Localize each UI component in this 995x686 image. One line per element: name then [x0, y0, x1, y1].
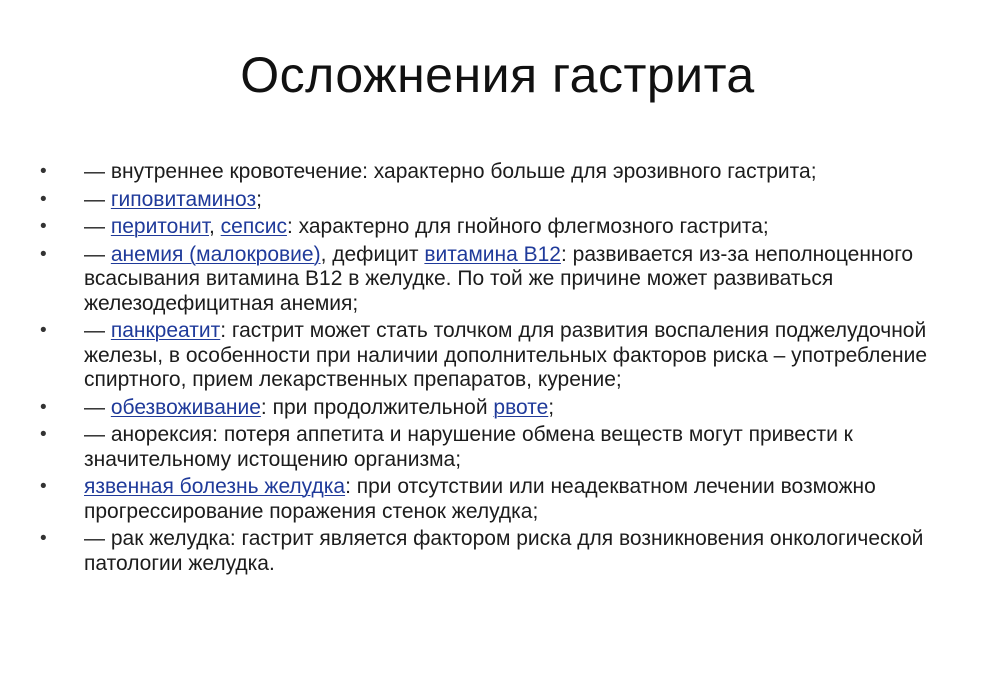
link-vitamin-b12[interactable]: витамина В12	[424, 242, 561, 266]
item-text: — рак желудка: гастрит является фактором риска для возникновения онкологической патологии желудка.	[84, 527, 924, 575]
bullet-icon: •	[40, 161, 47, 182]
item-text: , дефицит	[320, 242, 425, 266]
slide-title: Осложнения гастрита	[240, 47, 755, 103]
item-text: —	[84, 395, 111, 419]
bullet-icon: •	[40, 320, 47, 341]
item-text: ;	[548, 395, 555, 419]
list-item-ulcer	[38, 475, 958, 524]
item-text: ;	[256, 187, 262, 211]
bullet-icon: •	[40, 528, 47, 549]
item-text: —	[84, 242, 111, 266]
list-item-peritonitis-sepsis	[38, 215, 958, 240]
item-text: : при отсутствии или неадекватном лечении возможно прогрессирование поражения стенок желудка;	[84, 475, 876, 523]
list-item-bleeding	[38, 160, 958, 185]
link-peritonitis[interactable]: перитонит	[110, 215, 209, 238]
item-text: —	[84, 215, 111, 238]
list-item-cancer	[38, 527, 958, 576]
item-text: : характерно для гнойного флегмозного гастрита;	[286, 215, 769, 238]
link-vomiting[interactable]: рвоте	[493, 395, 549, 419]
bullet-icon: •	[40, 424, 47, 445]
list-item-anorexia	[38, 423, 958, 472]
item-text: : при продолжительной	[260, 395, 494, 419]
item-text: —	[84, 319, 111, 342]
list-item-hypovitaminosis	[38, 188, 958, 213]
item-text: — внутреннее кровотечение: характерно больше для эрозивного гастрита;	[84, 160, 817, 183]
item-text: ,	[208, 215, 221, 238]
list-item-anemia	[38, 243, 958, 317]
bullet-icon: •	[40, 396, 47, 418]
item-text: : развивается из-за неполноценного всасывания витамина В12 в желудке. По той же причине может развиваться железодефицитная анемия;	[84, 242, 914, 315]
complications-list	[38, 160, 958, 579]
list-item-pancreatitis	[38, 319, 958, 393]
bullet-icon: •	[40, 476, 47, 497]
item-text: —	[84, 187, 111, 211]
link-pancreatitis[interactable]: панкреатит	[110, 319, 221, 342]
link-dehydration[interactable]: обезвоживание	[110, 395, 261, 419]
link-hypovitaminosis[interactable]: гиповитаминоз	[110, 187, 257, 211]
link-sepsis[interactable]: сепсис	[220, 215, 287, 238]
bullet-icon: •	[40, 188, 47, 210]
bullet-icon: •	[40, 216, 47, 237]
item-text: — анорексия: потеря аппетита и нарушение обмена веществ могут привести к значительному истощению организма;	[84, 423, 853, 471]
bullet-icon: •	[40, 243, 47, 265]
list-item-dehydration	[38, 396, 958, 421]
item-text: : гастрит может стать толчком для развития воспаления поджелудочной железы, в особенности при наличии дополнительных факторов риска – употребление спиртного, прием лекарственных препаратов, курение;	[84, 319, 928, 391]
link-anemia[interactable]: анемия (малокровие)	[110, 242, 321, 266]
link-peptic-ulcer[interactable]: язвенная болезнь желудка	[84, 475, 346, 498]
